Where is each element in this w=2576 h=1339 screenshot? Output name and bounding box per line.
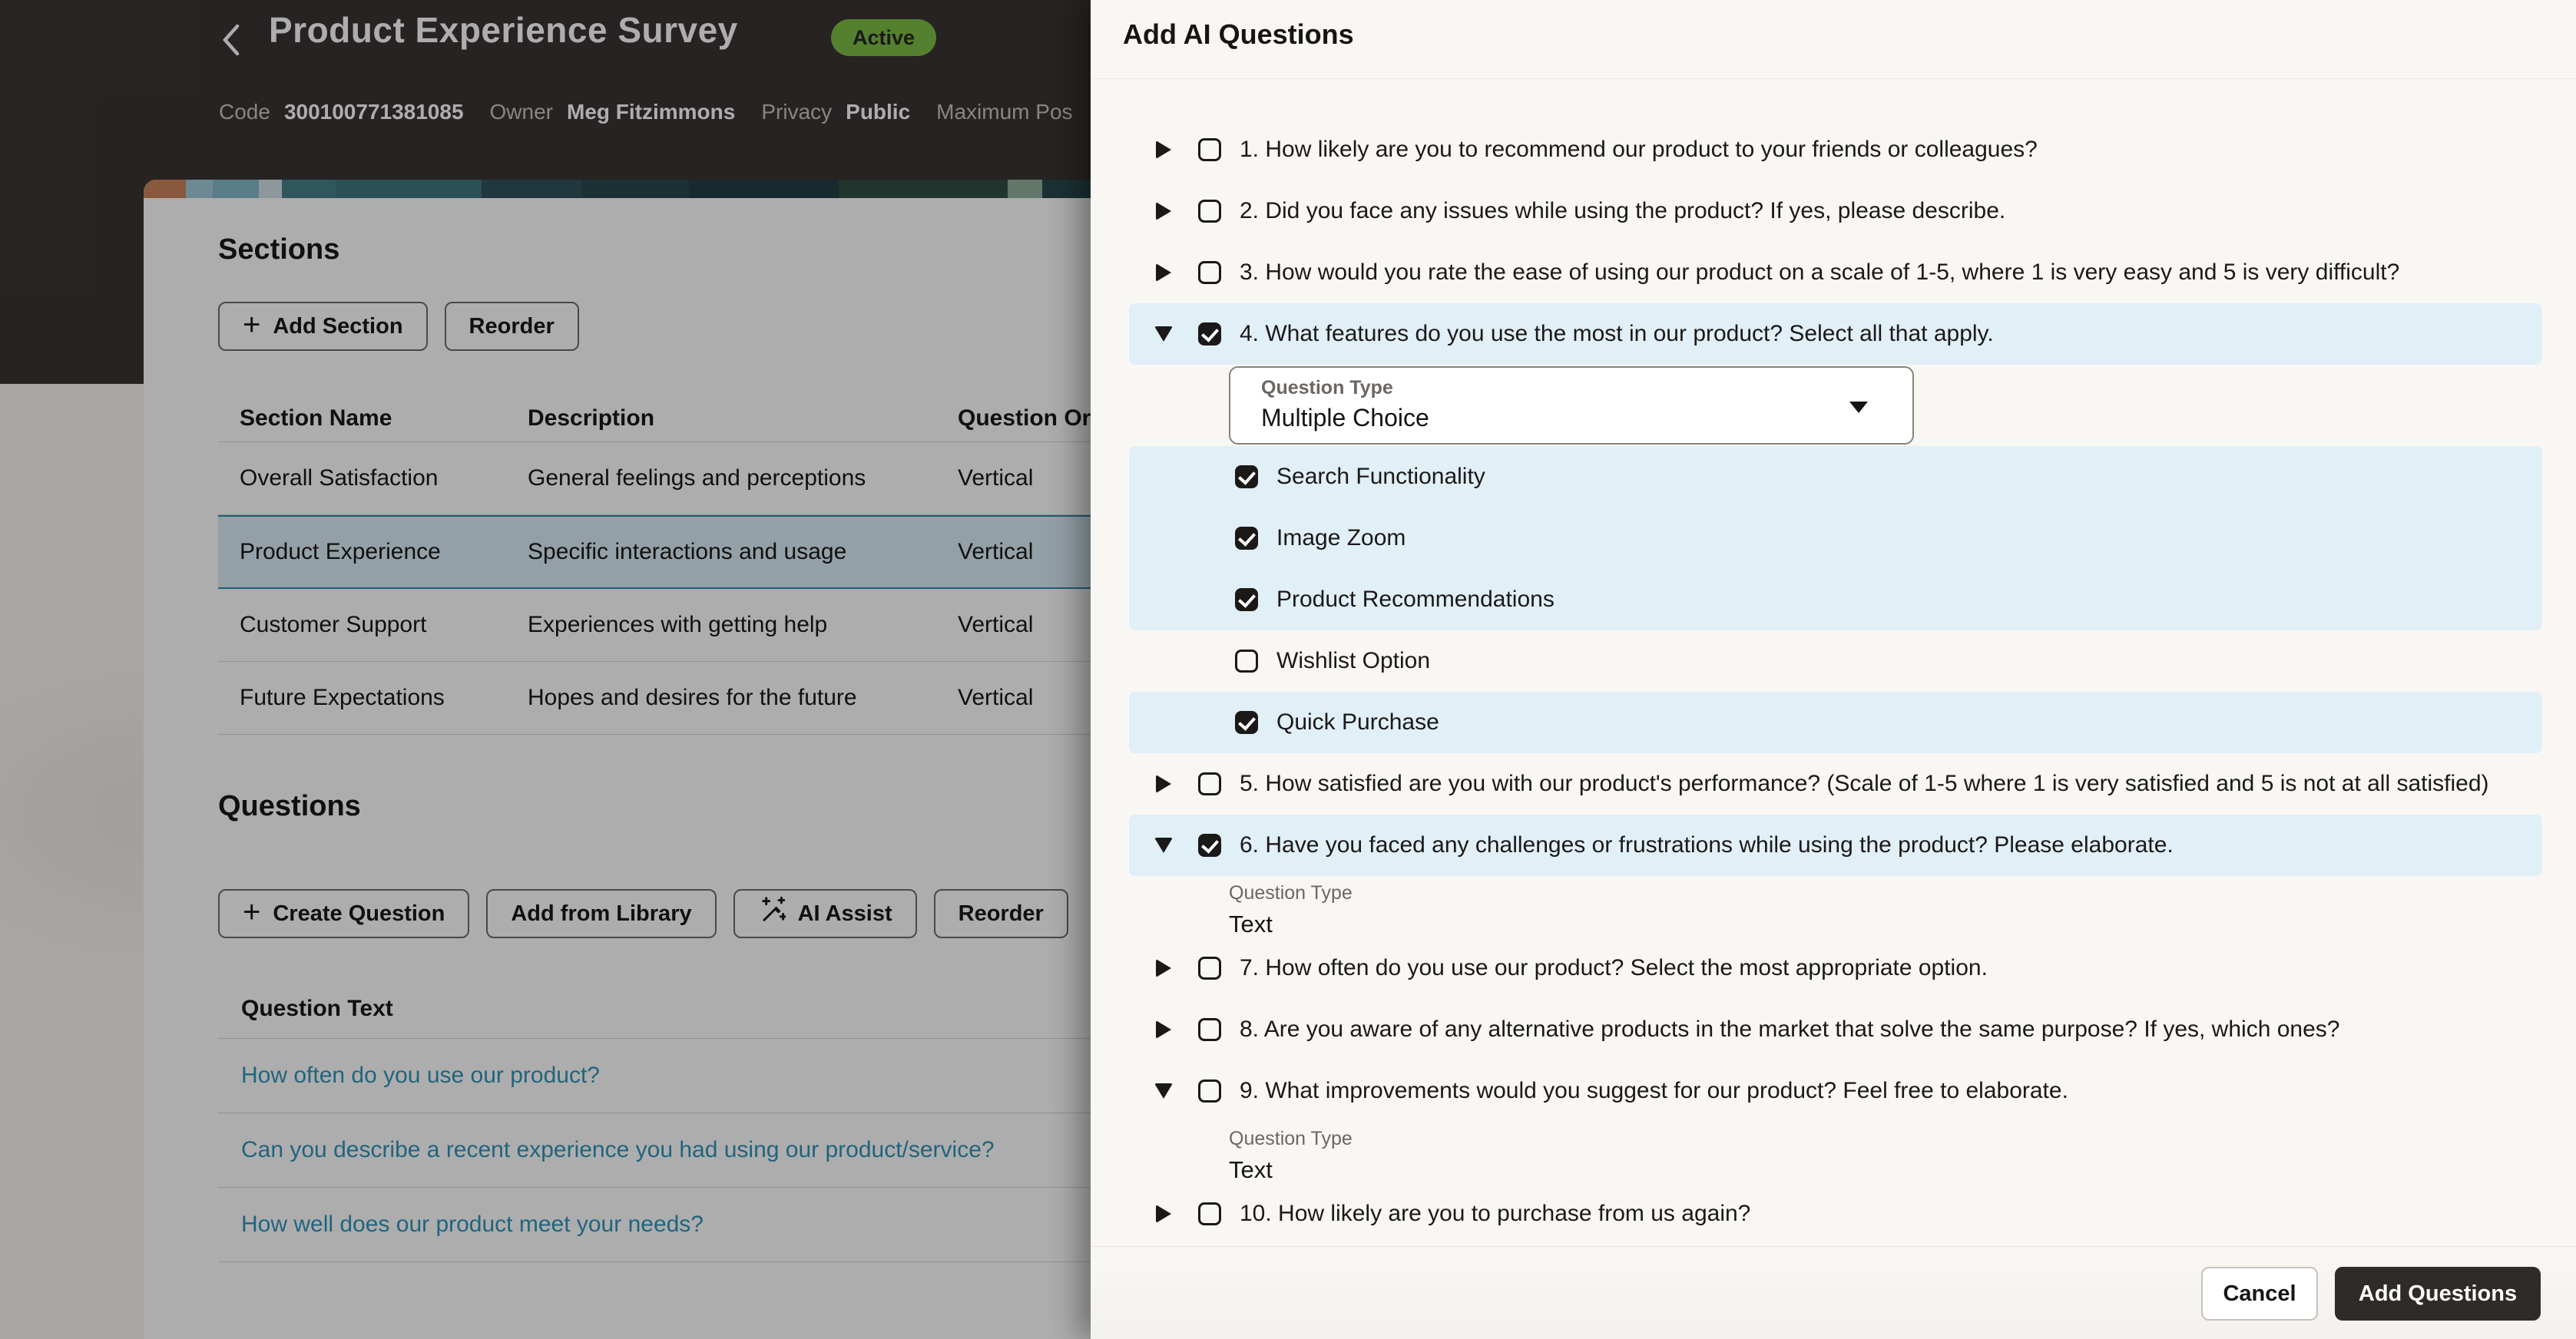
reorder-sections-button[interactable]: Reorder xyxy=(445,302,579,351)
questions-heading: Questions xyxy=(218,790,361,822)
question-checkbox[interactable] xyxy=(1198,772,1221,795)
panel-title: Add AI Questions xyxy=(1123,18,1354,50)
ai-question-text: 5. How satisfied are you with our product's performance? (Scale of 1-5 where 1 is very satisfied and 5 is not at all satisfied) xyxy=(1240,771,2489,796)
ai-question-row[interactable] xyxy=(1129,815,2542,876)
question-type-readout xyxy=(1229,876,2576,937)
column-header: Question Or xyxy=(958,405,1091,431)
question-type-label: Question Type xyxy=(1229,1128,1353,1149)
question-checkbox[interactable] xyxy=(1198,200,1221,223)
ai-question-text: 4. What features do you use the most in our product? Select all that apply. xyxy=(1240,321,1994,346)
ai-question-row[interactable] xyxy=(1129,242,2576,303)
section-order-cell: Vertical xyxy=(958,465,1034,491)
expand-triangle-icon[interactable] xyxy=(1156,1205,1171,1223)
section-name-cell: Customer Support xyxy=(240,612,427,637)
option-row[interactable] xyxy=(1129,507,2542,569)
add-questions-button[interactable]: Add Questions xyxy=(2335,1267,2541,1321)
section-name-cell: Overall Satisfaction xyxy=(240,465,439,491)
section-description-cell: General feelings and perceptions xyxy=(528,465,866,491)
ai-question-row[interactable] xyxy=(1129,753,2576,815)
meta-value: 300100771381085 xyxy=(283,100,464,124)
question-text-column-header: Question Text xyxy=(218,980,1296,1039)
status-badge: Active xyxy=(831,19,936,56)
expand-triangle-icon[interactable] xyxy=(1156,141,1171,159)
option-row[interactable] xyxy=(1129,569,2542,630)
option-checkbox[interactable] xyxy=(1235,527,1258,550)
ai-question-text: 1. How likely are you to recommend our product to your friends or colleagues? xyxy=(1240,137,2038,162)
option-row[interactable] xyxy=(1129,692,2542,753)
ai-question-row[interactable] xyxy=(1129,999,2576,1060)
option-row[interactable] xyxy=(1129,446,2542,507)
meta-value: Meg Fitzimmons xyxy=(567,100,736,124)
column-header: Section Name xyxy=(240,405,392,431)
expand-triangle-icon[interactable] xyxy=(1156,263,1171,282)
expand-triangle-icon[interactable] xyxy=(1156,959,1171,977)
question-checkbox[interactable] xyxy=(1198,834,1221,857)
section-description-cell: Experiences with getting help xyxy=(528,612,828,637)
question-checkbox[interactable] xyxy=(1198,261,1221,284)
option-checkbox[interactable] xyxy=(1235,650,1258,673)
section-name-cell: Product Experience xyxy=(240,539,441,564)
expand-triangle-icon[interactable] xyxy=(1154,326,1173,342)
plus-icon: + xyxy=(243,895,261,929)
option-label: Quick Purchase xyxy=(1276,709,1439,735)
option-checkbox[interactable] xyxy=(1235,465,1258,488)
question-type-value: Text xyxy=(1229,911,1273,937)
meta-label: Maximum Pos xyxy=(936,100,1073,124)
ai-question-row[interactable] xyxy=(1129,937,2576,999)
add-from-library-button[interactable]: Add from Library xyxy=(486,889,716,938)
section-order-cell: Vertical xyxy=(958,685,1034,710)
ai-assist-button[interactable]: AI Assist xyxy=(733,889,917,938)
ai-question-list xyxy=(1091,119,2576,1245)
question-checkbox[interactable] xyxy=(1198,1018,1221,1041)
section-description-cell: Hopes and desires for the future xyxy=(528,685,857,710)
question-type-dropdown[interactable] xyxy=(1229,366,1914,445)
section-order-cell: Vertical xyxy=(958,539,1034,564)
question-link[interactable]: Can you describe a recent experience you had using our product/service? xyxy=(241,1137,995,1162)
ai-question-text: 3. How would you rate the ease of using our product on a scale of 1-5, where 1 is very easy and 5 is very difficult? xyxy=(1240,260,2400,285)
meta-value: Public xyxy=(846,100,911,124)
expand-triangle-icon[interactable] xyxy=(1156,202,1171,220)
section-description-cell: Specific interactions and usage xyxy=(528,539,847,564)
chevron-down-icon xyxy=(1849,402,1868,413)
ai-question-row[interactable] xyxy=(1129,303,2542,365)
option-label: Product Recommendations xyxy=(1276,587,1555,612)
ai-question-row[interactable] xyxy=(1129,180,2576,242)
option-checkbox[interactable] xyxy=(1235,588,1258,611)
question-type-value: Text xyxy=(1229,1156,1273,1183)
question-link[interactable]: How often do you use our product? xyxy=(241,1063,600,1088)
ai-question-text: 6. Have you faced any challenges or frustrations while using the product? Please elaborate. xyxy=(1240,832,2174,858)
question-type-label: Question Type xyxy=(1261,377,1393,398)
ai-question-text: 8. Are you aware of any alternative products in the market that solve the same purpose? If yes, which ones? xyxy=(1240,1017,2340,1042)
option-label: Image Zoom xyxy=(1276,525,1406,550)
expand-triangle-icon[interactable] xyxy=(1154,1083,1173,1099)
section-name-cell: Future Expectations xyxy=(240,685,445,710)
ai-question-text: 2. Did you face any issues while using the product? If yes, please describe. xyxy=(1240,198,2006,223)
expand-triangle-icon[interactable] xyxy=(1156,775,1171,793)
ai-question-row[interactable] xyxy=(1129,1060,2576,1122)
question-type-readout xyxy=(1229,1122,2576,1183)
page-title: Product Experience Survey xyxy=(269,10,738,50)
expand-triangle-icon[interactable] xyxy=(1156,1020,1171,1039)
ai-question-row[interactable] xyxy=(1129,119,2576,180)
expand-triangle-icon[interactable] xyxy=(1154,838,1173,853)
add-section-button[interactable]: + Add Section xyxy=(218,302,428,351)
question-checkbox[interactable] xyxy=(1198,1079,1221,1103)
column-header: Description xyxy=(528,405,655,431)
option-label: Wishlist Option xyxy=(1276,648,1431,673)
plus-icon: + xyxy=(243,308,261,342)
create-question-button[interactable]: + Create Question xyxy=(218,889,469,938)
meta-label: Owner xyxy=(489,100,553,124)
cancel-button[interactable]: Cancel xyxy=(2201,1267,2318,1321)
reorder-questions-button[interactable]: Reorder xyxy=(934,889,1068,938)
question-type-label: Question Type xyxy=(1229,882,1353,904)
option-checkbox[interactable] xyxy=(1235,711,1258,734)
ai-question-row[interactable] xyxy=(1129,1183,2576,1245)
option-label: Search Functionality xyxy=(1276,464,1485,489)
modal-scrim xyxy=(0,0,1091,1339)
question-type-value: Multiple Choice xyxy=(1261,404,1429,431)
question-checkbox[interactable] xyxy=(1198,1202,1221,1225)
meta-label: Privacy xyxy=(761,100,833,124)
option-row[interactable] xyxy=(1129,630,2542,692)
meta-label: Code xyxy=(219,100,270,124)
question-checkbox[interactable] xyxy=(1198,322,1221,345)
ai-question-text: 10. How likely are you to purchase from us again? xyxy=(1240,1201,1751,1226)
panel-footer xyxy=(1091,1246,2576,1339)
panel-header xyxy=(1091,0,2576,79)
question-link[interactable]: How well does our product meet your needs? xyxy=(241,1212,704,1237)
ai-question-text: 7. How often do you use our product? Select the most appropriate option. xyxy=(1240,955,1988,980)
question-checkbox[interactable] xyxy=(1198,957,1221,980)
question-checkbox[interactable] xyxy=(1198,138,1221,161)
section-order-cell: Vertical xyxy=(958,612,1034,637)
ai-question-text: 9. What improvements would you suggest for our product? Feel free to elaborate. xyxy=(1240,1078,2068,1103)
add-ai-questions-panel xyxy=(1091,0,2576,1339)
sections-heading: Sections xyxy=(218,233,340,266)
